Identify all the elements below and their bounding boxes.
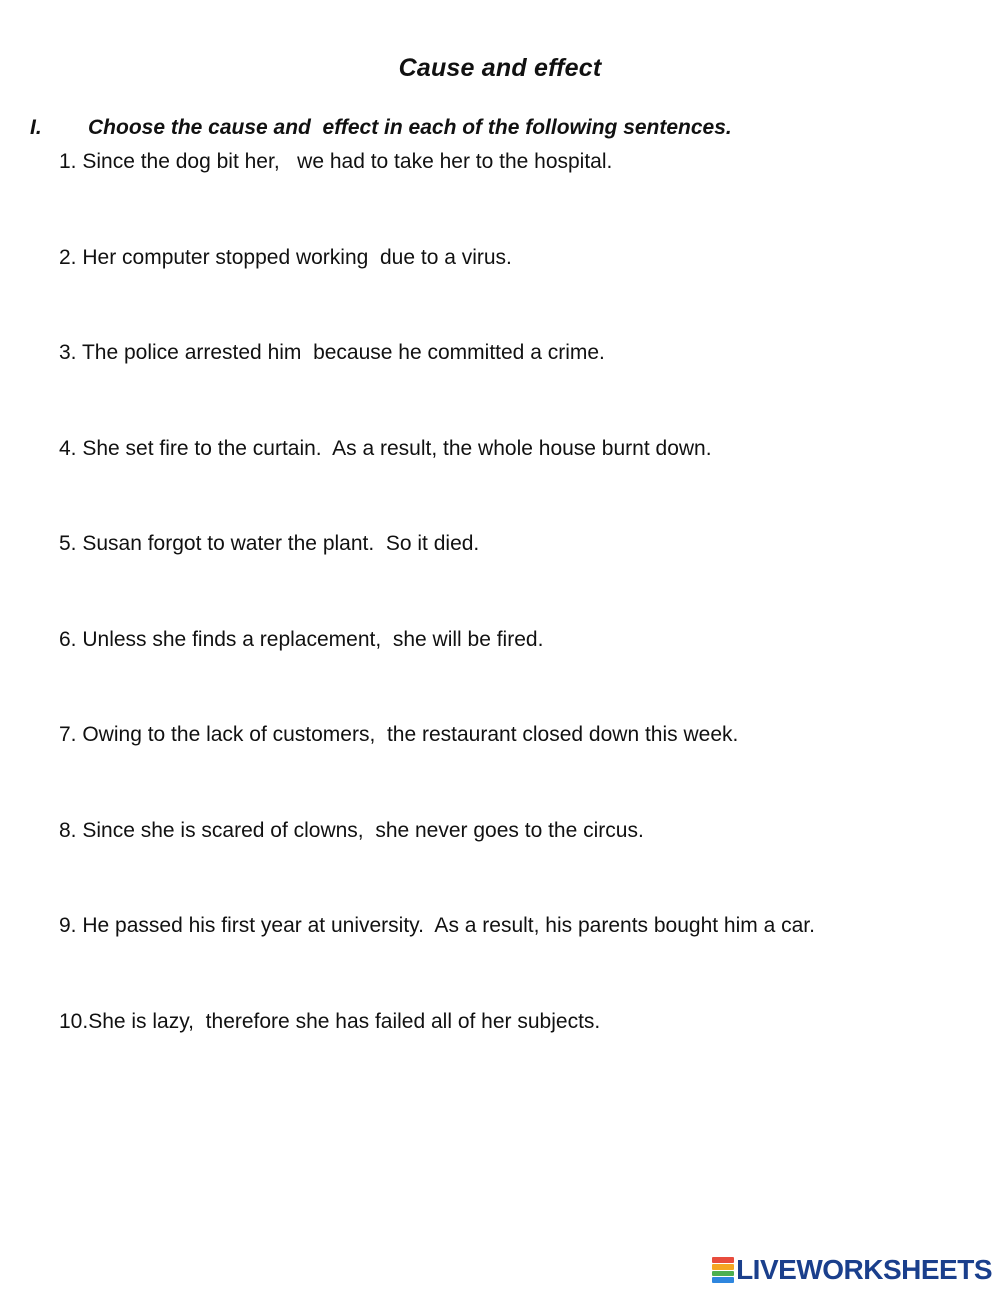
icon-block-1	[712, 1257, 734, 1263]
worksheet-title: Cause and effect	[398, 54, 602, 82]
sentence-1: 1. Since the dog bit her, we had to take her to the hospital.	[59, 150, 613, 173]
icon-block-3	[712, 1271, 734, 1277]
instruction-text: Choose the cause and effect in each of the following sentences.	[88, 116, 732, 139]
sentence-3: 3. The police arrested him because he committed a crime.	[59, 341, 605, 364]
sentence-list	[59, 148, 815, 1103]
sentence-5: 5. Susan forgot to water the plant. So it died.	[59, 532, 480, 555]
sentence-9: 9. He passed his first year at university. As a result, his parents bought him a car.	[59, 914, 815, 937]
sentence-7: 7. Owing to the lack of customers, the restaurant closed down this week.	[59, 723, 739, 746]
sentence-8: 8. Since she is scared of clowns, she never goes to the circus.	[59, 818, 644, 842]
liveworksheets-wordmark: LIVEWORKSHEETS	[736, 1254, 992, 1285]
liveworksheets-icon	[712, 1257, 734, 1283]
sentence-6: 6. Unless she finds a replacement, she will be fired.	[59, 627, 544, 651]
sentence-10: 10.She is lazy, therefore she has failed all of her subjects.	[59, 1009, 601, 1033]
liveworksheets-logo[interactable]	[712, 1254, 992, 1286]
sentence-4: 4. She set fire to the curtain. As a result, the whole house burnt down.	[59, 436, 712, 460]
instruction-number: I.	[30, 116, 42, 139]
icon-block-2	[712, 1264, 734, 1270]
sentence-2: 2. Her computer stopped working due to a virus.	[59, 245, 512, 269]
icon-block-4	[712, 1277, 734, 1283]
